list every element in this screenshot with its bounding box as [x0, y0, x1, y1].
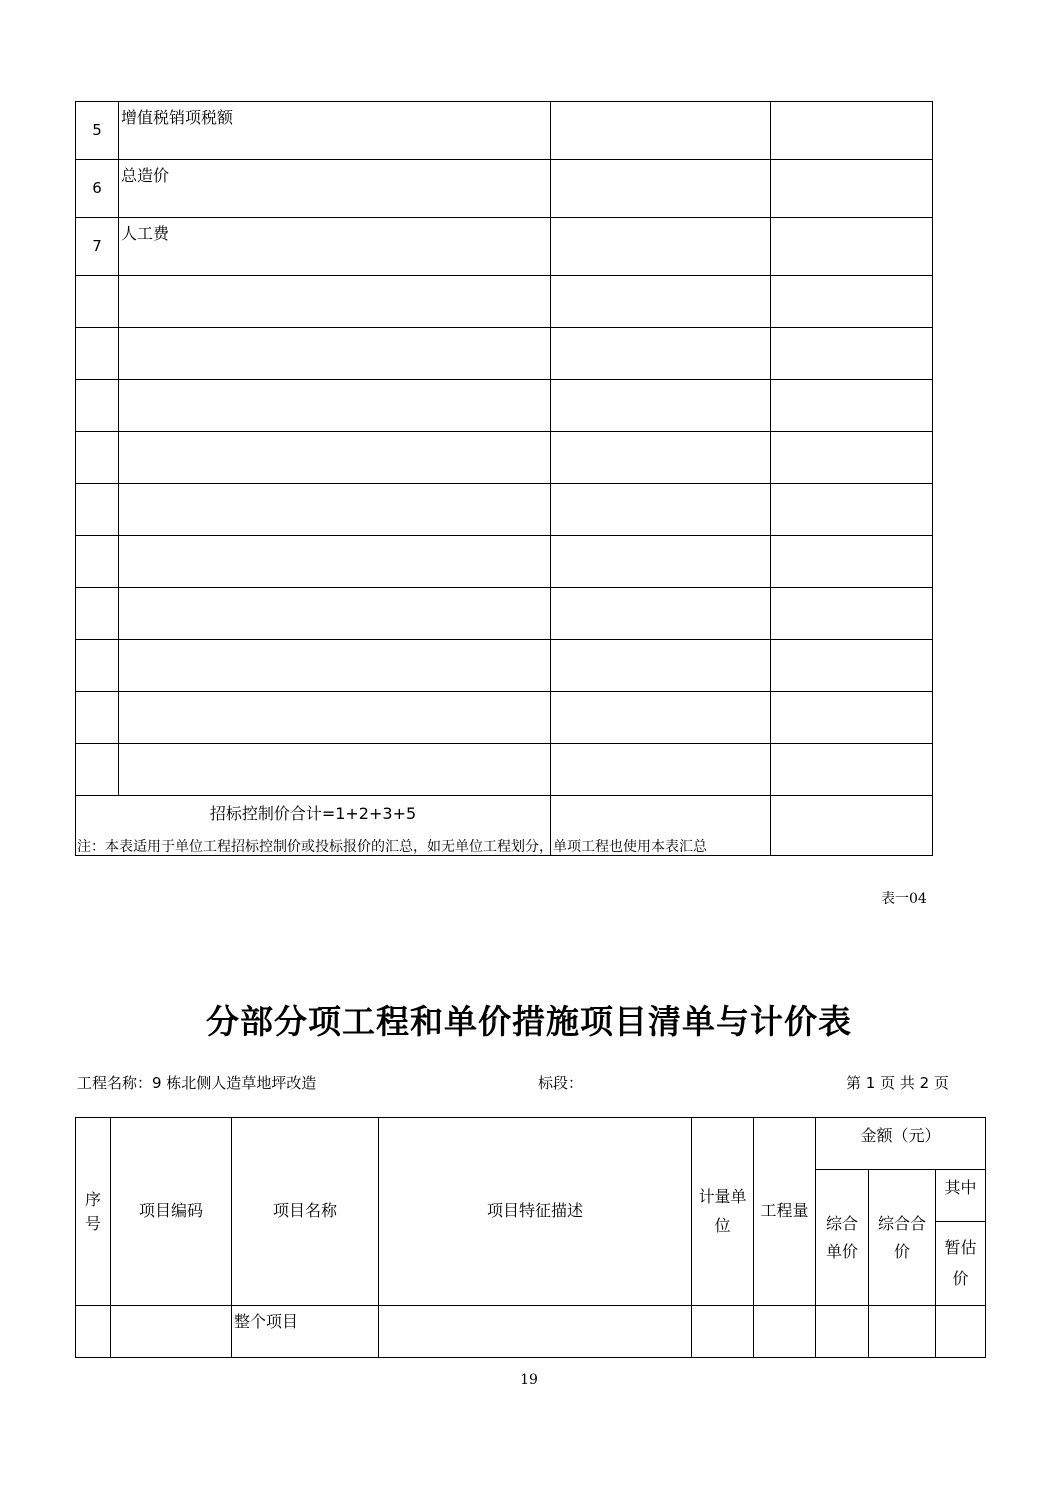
row-number: 5	[76, 102, 119, 160]
page-info: 第 1 页 共 2 页	[846, 1074, 949, 1092]
table-code: 表一04	[881, 891, 927, 907]
project-name: 工程名称：9 栋北侧人造草地坪改造	[77, 1074, 317, 1092]
page-title: 分部分项工程和单价措施项目清单与计价表	[206, 1002, 852, 1041]
empty-row	[76, 484, 933, 536]
header-total-price: 综合合价	[869, 1170, 936, 1306]
empty-row	[76, 744, 933, 796]
row-name: 增值税销项税额	[119, 102, 551, 160]
summary-table	[75, 101, 933, 856]
amount-cell	[551, 160, 771, 218]
header-row	[76, 1118, 986, 1170]
item-pricing-table	[75, 1117, 986, 1358]
total-ratio-cell	[771, 796, 933, 856]
header-amount: 金额（元）	[816, 1118, 986, 1170]
header-code: 项目编码	[111, 1118, 232, 1306]
empty-row	[76, 588, 933, 640]
empty-row	[76, 328, 933, 380]
ratio-cell	[771, 102, 933, 160]
header-quantity: 工程量	[754, 1118, 816, 1306]
cell-quantity	[754, 1306, 816, 1358]
header-unit: 计量单位	[692, 1118, 754, 1306]
empty-row	[76, 432, 933, 484]
table-row	[76, 102, 933, 160]
cell-seq	[76, 1306, 111, 1358]
cell-unit	[692, 1306, 754, 1358]
empty-row	[76, 692, 933, 744]
cell-total-price	[869, 1306, 936, 1358]
table-row	[76, 1306, 986, 1358]
header-name: 项目名称	[232, 1118, 379, 1306]
total-label: 招标控制价合计=1+2+3+5	[76, 796, 551, 856]
header-of-which: 其中	[936, 1170, 986, 1222]
section-label: 标段：	[538, 1074, 584, 1092]
page-number: 19	[520, 1372, 538, 1388]
row-number: 6	[76, 160, 119, 218]
empty-row	[76, 276, 933, 328]
ratio-cell	[771, 160, 933, 218]
ratio-cell	[771, 218, 933, 276]
empty-row	[76, 536, 933, 588]
amount-cell	[551, 218, 771, 276]
cell-code	[111, 1306, 232, 1358]
row-name: 人工费	[119, 218, 551, 276]
row-name: 总造价	[119, 160, 551, 218]
cell-provisional	[936, 1306, 986, 1358]
table-note: 注：本表适用于单位工程招标控制价或投标报价的汇总，如无单位工程划分，单项工程也使用本表汇总	[77, 839, 707, 855]
header-provisional: 暂估价	[936, 1222, 986, 1306]
header-unit-price: 综合单价	[816, 1170, 869, 1306]
table-row	[76, 218, 933, 276]
empty-row	[76, 380, 933, 432]
header-seq: 序号	[76, 1118, 111, 1306]
cell-unit-price	[816, 1306, 869, 1358]
row-number: 7	[76, 218, 119, 276]
table-row	[76, 160, 933, 218]
cell-name: 整个项目	[232, 1306, 379, 1358]
amount-cell	[551, 102, 771, 160]
header-description: 项目特征描述	[379, 1118, 692, 1306]
empty-row	[76, 640, 933, 692]
cell-description	[379, 1306, 692, 1358]
